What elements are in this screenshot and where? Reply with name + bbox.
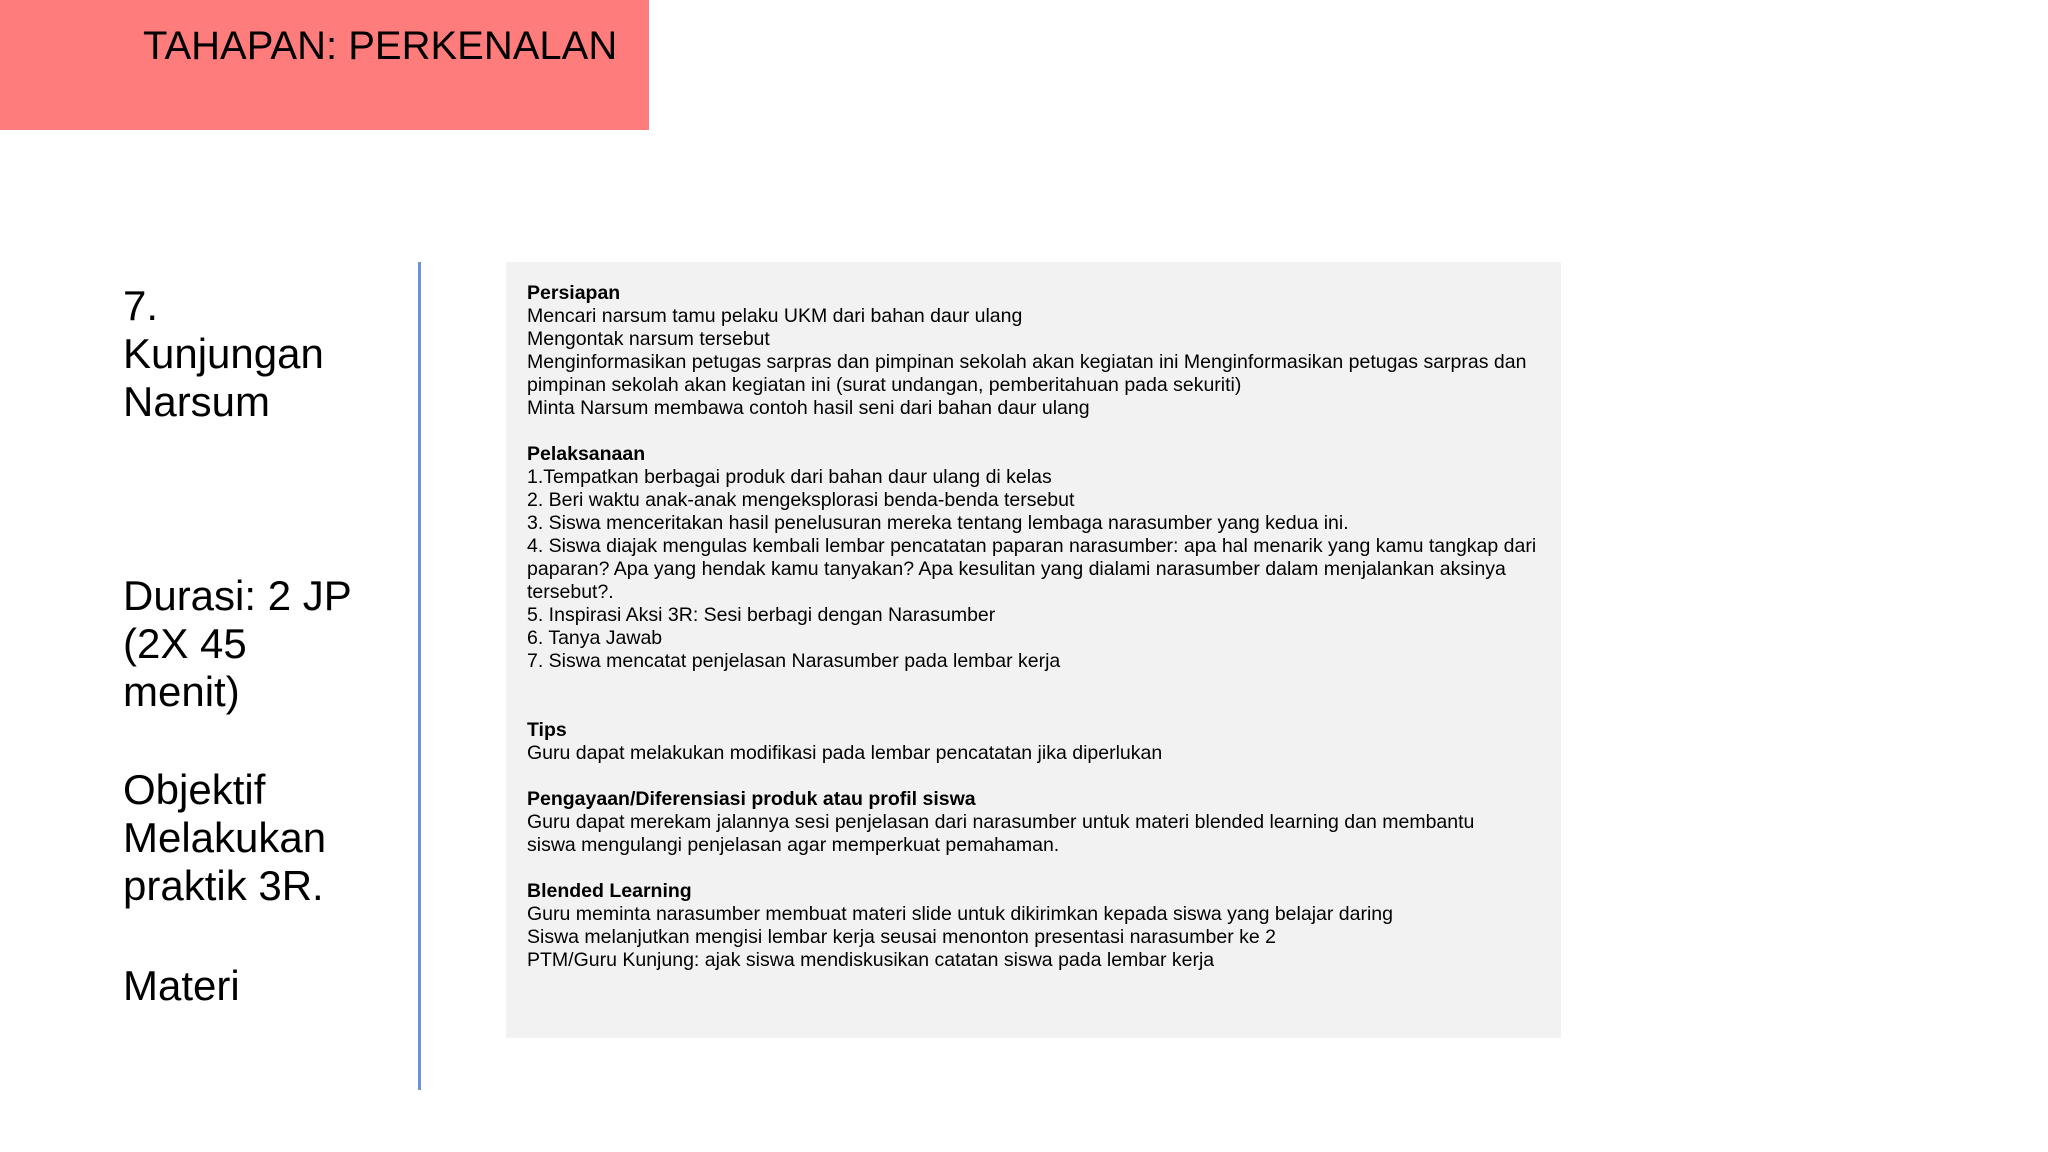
activity-title-line: Narsum [123, 378, 271, 425]
text-line: siswa mengulangi penjelasan agar memperkuat pemahaman. [527, 834, 1060, 856]
objective-block [123, 766, 326, 910]
activity-title [123, 282, 324, 426]
text-line: Guru dapat melakukan modifikasi pada lembar pencatatan jika diperlukan [527, 742, 1163, 764]
text-line: 7. Siswa mencatat penjelasan Narasumber pada lembar kerja [527, 650, 1061, 672]
section-heading: Pelaksanaan [527, 443, 646, 465]
text-line: Minta Narsum membawa contoh hasil seni dari bahan daur ulang [527, 397, 1090, 419]
material-line: Materi [123, 962, 240, 1009]
text-line: pimpinan sekolah akan kegiatan ini (surat undangan, pemberitahuan pada sekuriti) [527, 374, 1242, 396]
objective-line: Objektif [123, 766, 266, 813]
section-pengayaan [527, 788, 1547, 857]
duration-line: Durasi: 2 JP [123, 572, 352, 619]
text-line: 3. Siswa menceritakan hasil penelusuran mereka tentang lembaga narasumber yang kedua ini. [527, 512, 1349, 534]
text-line: Guru dapat merekam jalannya sesi penjelasan dari narasumber untuk materi blended learning dan membantu [527, 811, 1475, 833]
section-heading: Tips [527, 719, 567, 741]
section-persiapan [527, 282, 1547, 420]
text-line: Guru meminta narasumber membuat materi slide untuk dikirimkan kepada siswa yang belajar daring [527, 903, 1393, 925]
section-heading: Pengayaan/Diferensiasi produk atau profil siswa [527, 788, 976, 810]
stage-title: TAHAPAN: PERKENALAN [143, 24, 618, 68]
material-block [123, 962, 240, 1010]
duration-block [123, 572, 352, 716]
duration-line: menit) [123, 668, 240, 715]
objective-line: Melakukan [123, 814, 327, 861]
text-line: 5. Inspirasi Aksi 3R: Sesi berbagi dengan Narasumber [527, 604, 996, 626]
text-line: 6. Tanya Jawab [527, 627, 663, 649]
content-text [527, 282, 1547, 972]
text-line: PTM/Guru Kunjung: ajak siswa mendiskusikan catatan siswa pada lembar kerja [527, 949, 1215, 971]
section-pelaksanaan [527, 443, 1547, 673]
text-line: 4. Siswa diajak mengulas kembali lembar pencatatan paparan narasumber: apa hal menarik yang kamu tangkap dari [527, 535, 1537, 557]
section-heading: Persiapan [527, 282, 621, 304]
section-heading: Blended Learning [527, 880, 692, 902]
section-blended-learning [527, 880, 1547, 972]
text-line: tersebut?. [527, 581, 614, 603]
activity-title-line: 7. [123, 282, 159, 329]
activity-title-line: Kunjungan [123, 330, 324, 377]
duration-line: (2X 45 [123, 620, 247, 667]
text-line: Siswa melanjutkan mengisi lembar kerja seusai menonton presentasi narasumber ke 2 [527, 926, 1276, 948]
text-line: 1.Tempatkan berbagai produk dari bahan daur ulang di kelas [527, 466, 1052, 488]
section-tips [527, 719, 1547, 765]
text-line: paparan? Apa yang hendak kamu tanyakan? Apa kesulitan yang dialami narasumber dalam menjalankan aksinya [527, 558, 1506, 580]
objective-line: praktik 3R. [123, 862, 324, 909]
content-panel [506, 262, 1561, 1038]
text-line: 2. Beri waktu anak-anak mengeksplorasi benda-benda tersebut [527, 489, 1075, 511]
text-line: Menginformasikan petugas sarpras dan pimpinan sekolah akan kegiatan ini Menginformasikan petugas sarpras dan [527, 351, 1527, 373]
text-line: Mencari narsum tamu pelaku UKM dari bahan daur ulang [527, 305, 1023, 327]
vertical-divider [418, 262, 421, 1090]
text-line: Mengontak narsum tersebut [527, 328, 770, 350]
